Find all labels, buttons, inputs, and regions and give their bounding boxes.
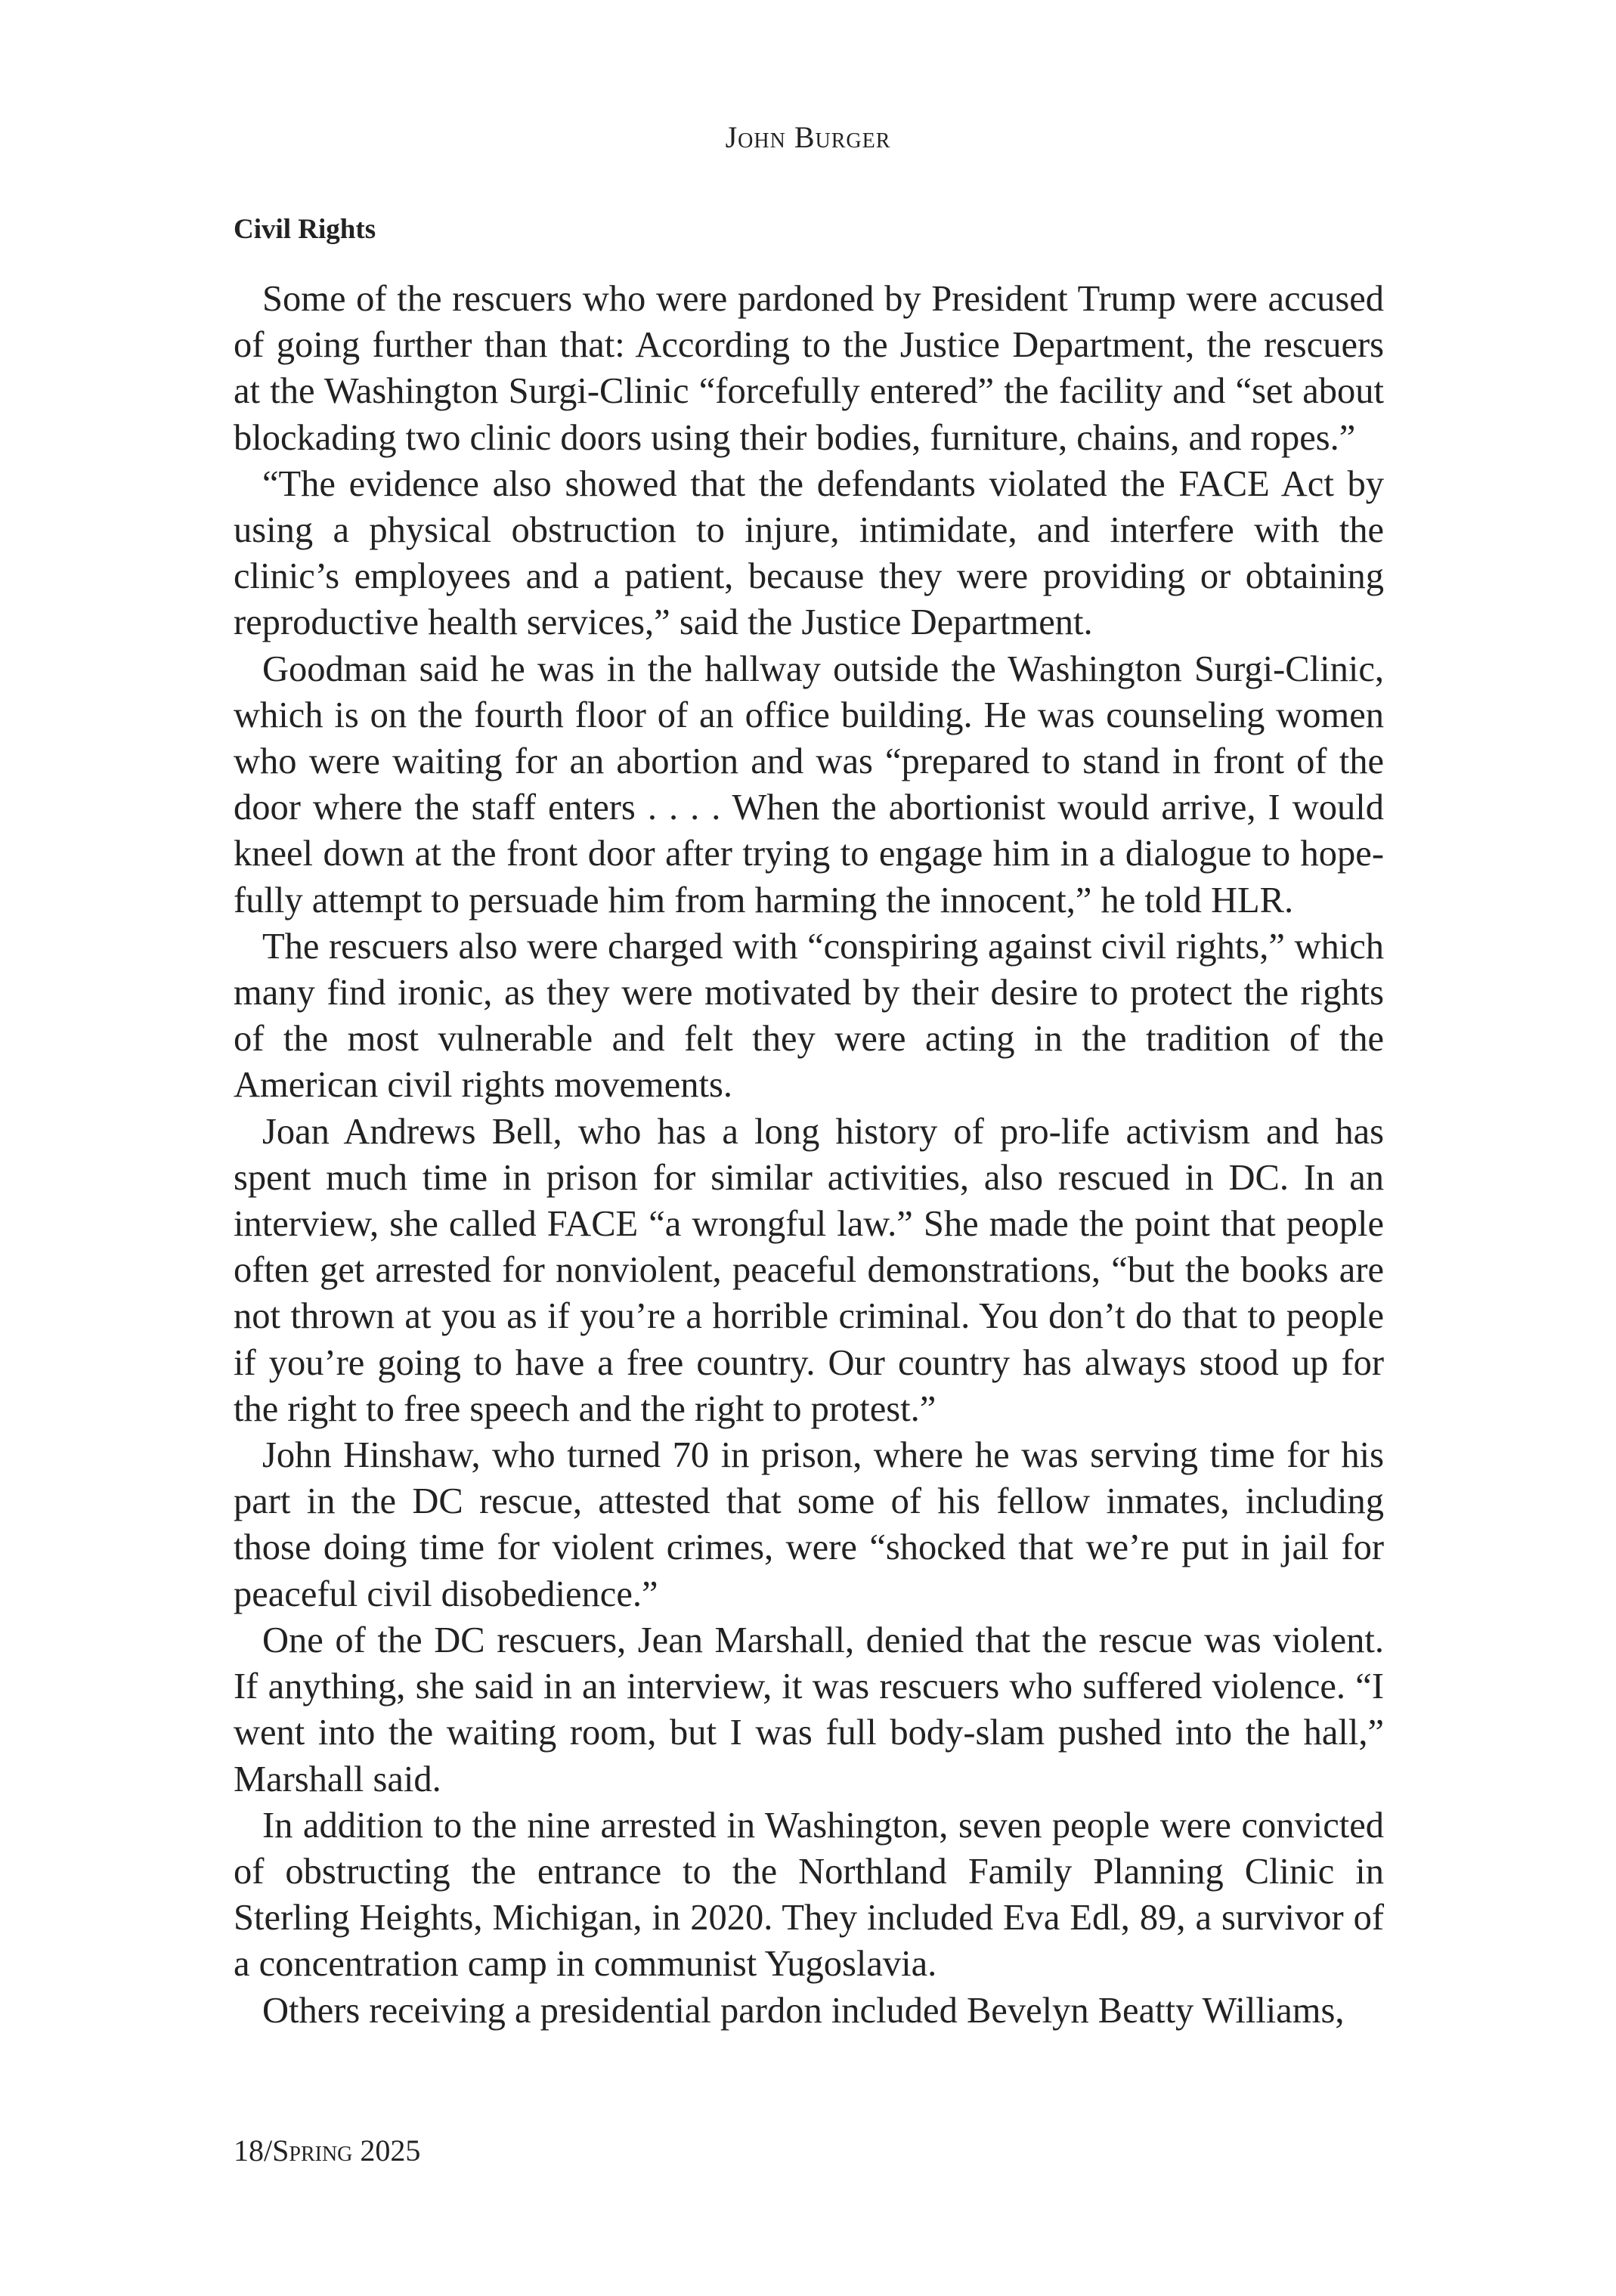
article-body xyxy=(234,276,1384,2034)
issue-label: Spring 2025 xyxy=(272,2134,421,2168)
section-heading: Civil Rights xyxy=(234,214,376,245)
paragraph: “The evidence also showed that the defendants violated the FACE Act by using a physical obstruction to injure, intimidate, and interfere with the clinic’s employees and a patient, because they were providing or obtaining reproductive health services,” said the Justice Department. xyxy=(234,463,1384,643)
paragraph: Others receiving a presidential pardon included Bevelyn Beatty Williams, xyxy=(262,1990,1345,2031)
paragraph: Joan Andrews Bell, who has a long history of pro-life activism and has spent much time in prison for similar activities, also rescued in DC. In an interview, she called FACE “a wrongful law.” She made the point that people often get arrested for nonviolent, peaceful demonstrations, “but the books are not thrown at you as if you’re a horrible criminal. You don’t do that to people if you’re going to have a free country. Our country has always stood up for the right to free speech and the right to protest.” xyxy=(234,1111,1384,1429)
paragraph: John Hinshaw, who turned 70 in prison, where he was serving time for his part in the DC rescue, attested that some of his fellow inmates, including those doing time for violent crimes, were “shocked that we’re put in jail for peaceful civil disobedience.” xyxy=(234,1435,1384,1614)
paragraph: Goodman said he was in the hallway outside the Washington Surgi-Clinic, which is on the fourth floor of an office building. He was counseling women who were waiting for an abortion and was “prepared to stand in front of the door where the staff enters . . . . When the abortionist would arrive, I would kneel down at the front door after trying to engage him in a dialogue to hopefully attempt to persuade him from harming the innocent,” he told HLR. xyxy=(234,648,1384,921)
page-number: 18/ xyxy=(234,2134,273,2168)
page-folio xyxy=(234,2133,420,2168)
paragraph: Some of the rescuers who were pardoned by President Trump were accused of going further than that: According to the Justice Department, the rescuers at the Washington Surgi-Clinic “forcefully entered” the facility and “set about blockading two clinic doors using their bodies, furniture, chains, and ropes.” xyxy=(234,279,1384,458)
paragraph: In addition to the nine arrested in Washington, seven people were convicted of obstructing the entrance to the Northland Family Planning Clinic in Sterling Heights, Michigan, in 2020. They included Eva Edl, 89, a survivor of a concentration camp in communist Yugoslavia. xyxy=(234,1805,1384,1985)
paragraph: The rescuers also were charged with “conspiring against civil rights,” which many find ironic, as they were motivated by their desire to protect the rights of the most vulnerable and felt they were acting in the tradition of the American civil rights movements. xyxy=(234,926,1384,1106)
running-head: John Burger xyxy=(725,120,891,154)
paragraph: One of the DC rescuers, Jean Marshall, denied that the rescue was violent. If anything, she said in an interview, it was rescuers who suffered violence. “I went into the waiting room, but I was full body-slam pushed into the hall,” Marshall said. xyxy=(234,1620,1384,1799)
